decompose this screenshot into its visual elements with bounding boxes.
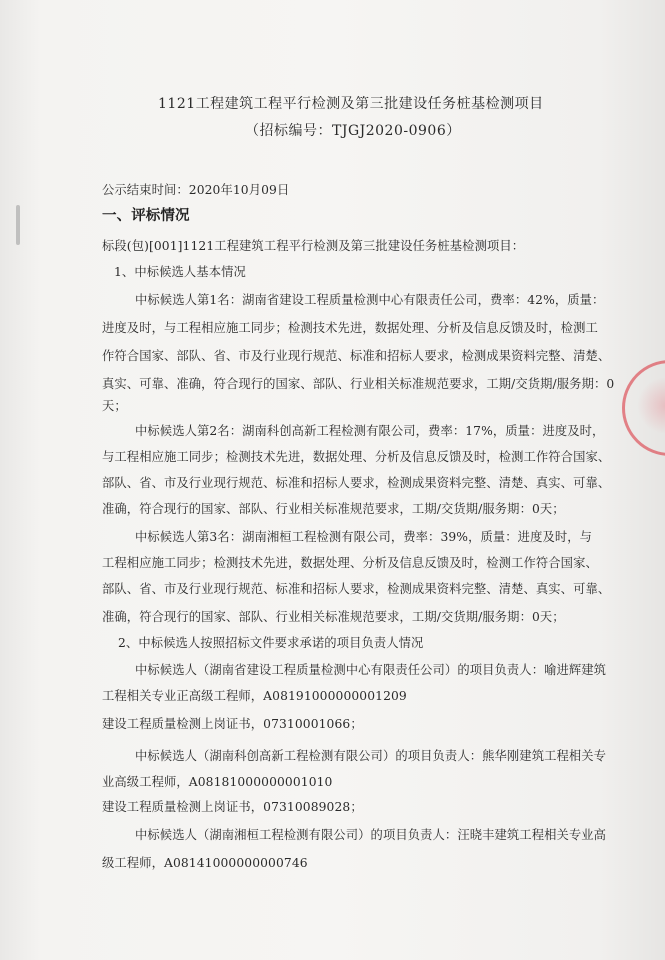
candidate-1-line: 中标候选人第1名：湖南省建设工程质量检测中心有限责任公司，费率：42%，质量： [135, 293, 605, 307]
leader-1-line: 中标候选人（湖南省建设工程质量检测中心有限责任公司）的项目负责人：喻进辉建筑 [135, 663, 607, 677]
leader-1-line: 建设工程质量检测上岗证书，07310001066； [102, 717, 363, 731]
leader-2-line: 建设工程质量检测上岗证书，07310089028； [102, 800, 363, 814]
leader-3-line: 中标候选人（湖南湘桓工程检测有限公司）的项目负责人：汪晓丰建筑工程相关专业高 [135, 828, 607, 842]
candidate-3-line: 中标候选人第3名：湖南湘桓工程检测有限公司，费率：39%，质量：进度及时，与 [135, 530, 593, 544]
candidate-3-line: 准确，符合现行的国家、部队、行业相关标准规范要求，工期/交货期/服务期：0天； [102, 610, 565, 624]
section-heading-evaluation: 一、评标情况 [102, 208, 190, 224]
document-title: 1121工程建筑工程平行检测及第三批建设任务桩基检测项目 [158, 96, 544, 112]
candidate-2-line: 与工程相应施工同步；检测技术先进，数据处理、分析及信息反馈及时，检测工作符合国家、 [102, 450, 611, 464]
leader-3-line: 级工程师，A08141000000000746 [102, 856, 308, 870]
official-seal-ink [636, 378, 665, 433]
candidate-1-line: 作符合国家、部队、省、市及行业现行规范、标准和招标人要求，检测成果资料完整、清楚、 [102, 349, 611, 363]
leader-2-line: 业高级工程师，A08181000000001010 [102, 775, 333, 789]
package-line: 标段(包)[001]1121工程建筑工程平行检测及第三批建设任务桩基检测项目： [102, 239, 525, 253]
subsection-heading-project-leaders: 2、中标候选人按照招标文件要求承诺的项目负责人情况 [118, 636, 424, 650]
subsection-heading-basic-info: 1、中标候选人基本情况 [114, 265, 246, 279]
bid-number: （招标编号：TJGJ2020-0906） [245, 123, 461, 139]
candidate-1-line: 真实、可靠、准确，符合现行的国家、部队、行业相关标准规范要求，工期/交货期/服务期：0 [102, 377, 615, 391]
candidate-1-line: 天； [102, 399, 127, 413]
candidate-2-line: 部队、省、市及行业现行规范、标准和招标人要求，检测成果资料完整、清楚、真实、可靠、 [102, 476, 611, 490]
candidate-3-line: 工程相应施工同步；检测技术先进，数据处理、分析及信息反馈及时，检测工作符合国家、 [102, 556, 598, 570]
leader-2-line: 中标候选人（湖南科创高新工程检测有限公司）的项目负责人：熊华刚建筑工程相关专 [135, 749, 607, 763]
candidate-2-line: 准确，符合现行的国家、部队、行业相关标准规范要求，工期/交货期/服务期：0天； [102, 502, 565, 516]
binding-hole-mark [16, 205, 20, 245]
candidate-3-line: 部队、省、市及行业现行规范、标准和招标人要求，检测成果资料完整、清楚、真实、可靠、 [102, 582, 611, 596]
candidate-1-line: 进度及时，与工程相应施工同步；检测技术先进，数据处理、分析及信息反馈及时，检测工 [102, 321, 598, 335]
leader-1-line: 工程相关专业正高级工程师，A08191000000001209 [102, 689, 407, 703]
notice-end-time: 公示结束时间：2020年10月09日 [102, 183, 290, 197]
candidate-2-line: 中标候选人第2名：湖南科创高新工程检测有限公司，费率：17%，质量：进度及时， [135, 424, 605, 438]
